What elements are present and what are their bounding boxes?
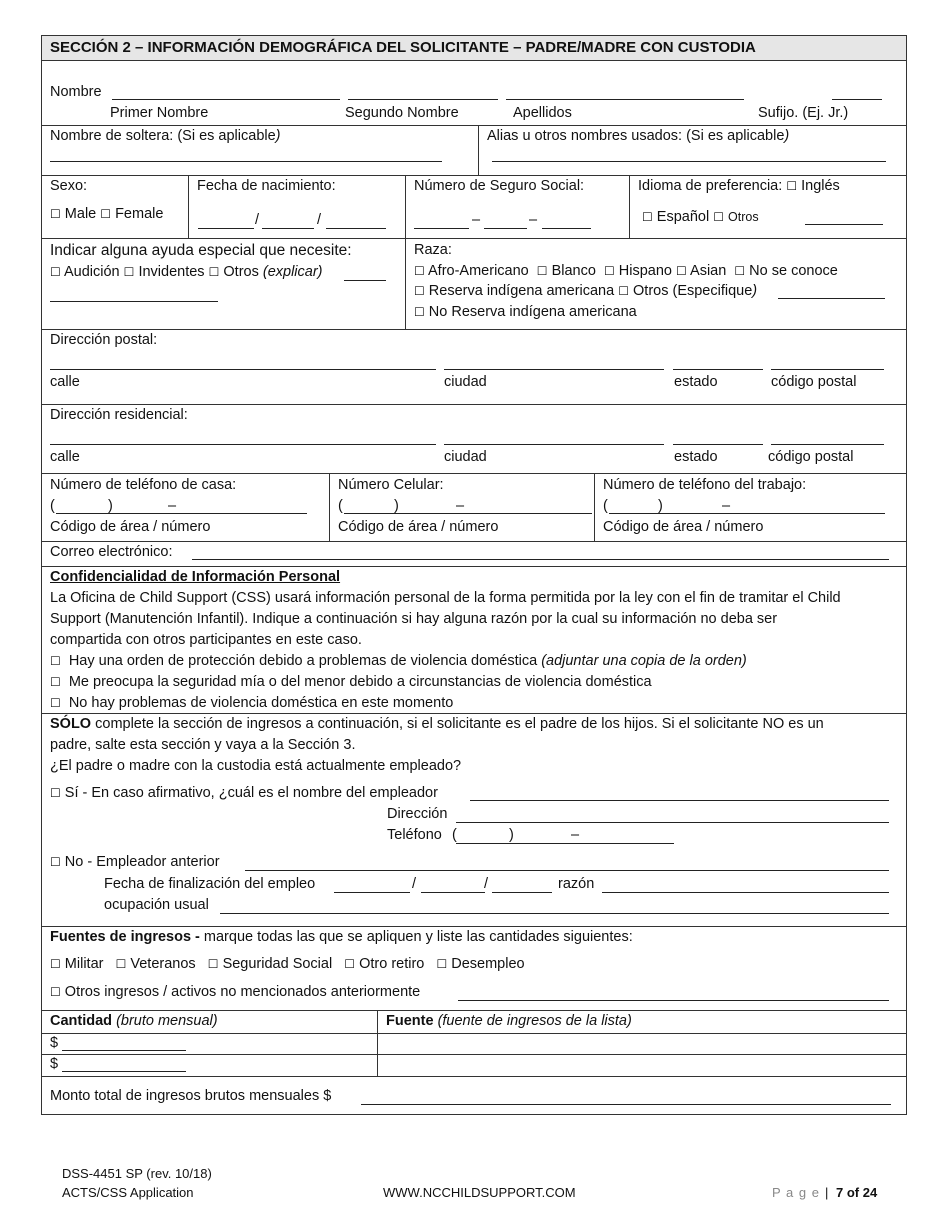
checkbox-icon[interactable]: ☐ bbox=[208, 265, 220, 279]
residential-city-caption: ciudad bbox=[444, 449, 487, 465]
end-date-month-field[interactable] bbox=[334, 892, 410, 893]
ssn-dash: – bbox=[472, 212, 481, 228]
checkbox-icon[interactable]: ☐ bbox=[115, 957, 127, 971]
cell-phone-area-close: ) bbox=[394, 498, 399, 514]
postal-address-label: Dirección postal: bbox=[50, 332, 158, 348]
employer-phone-area-close: ) bbox=[509, 827, 514, 843]
checkbox-icon[interactable]: ☐ bbox=[50, 207, 61, 221]
last-name-field[interactable] bbox=[506, 99, 744, 100]
checkbox-icon[interactable]: ☐ bbox=[50, 957, 61, 971]
postal-street-caption: calle bbox=[50, 374, 80, 390]
checkbox-icon[interactable]: ☐ bbox=[50, 675, 61, 689]
residential-street-field[interactable] bbox=[50, 444, 436, 445]
checkbox-icon[interactable]: ☐ bbox=[536, 264, 548, 278]
dob-slash: / bbox=[317, 212, 322, 228]
residential-state-caption: estado bbox=[674, 449, 718, 465]
form-id: DSS-4451 SP (rev. 10/18) bbox=[62, 1166, 212, 1181]
sex-options: ☐ Male ☐ Female bbox=[50, 206, 164, 222]
first-name-field[interactable] bbox=[112, 99, 340, 100]
checkbox-icon[interactable]: ☐ bbox=[344, 957, 356, 971]
page-separator: | bbox=[825, 1185, 829, 1200]
maiden-name-field[interactable] bbox=[50, 161, 442, 162]
end-date-slash: / bbox=[484, 876, 489, 892]
race-label: Raza: bbox=[414, 242, 452, 258]
postal-city-field[interactable] bbox=[444, 369, 664, 370]
checkbox-icon[interactable]: ☐ bbox=[123, 265, 135, 279]
employer-phone-dash: – bbox=[571, 827, 580, 843]
employer-phone-label: Teléfono bbox=[387, 827, 442, 843]
checkbox-icon[interactable]: ☐ bbox=[50, 985, 61, 999]
maiden-name-label: Nombre de soltera: (Si es aplicable) bbox=[50, 128, 281, 144]
assistance-options: ☐ Audición ☐ Invidentes ☐ Otros (explicar) bbox=[50, 264, 323, 280]
cell-phone-label: Número Celular: bbox=[338, 477, 444, 493]
other-income-option: ☐ Otros ingresos / activos no mencionados anteriormente bbox=[50, 984, 421, 1000]
home-phone-caption: Código de área / número bbox=[50, 519, 211, 535]
checkbox-icon[interactable]: ☐ bbox=[100, 207, 112, 221]
income-row-1-amount-field[interactable] bbox=[62, 1050, 186, 1051]
income-row-2-currency: $ bbox=[50, 1056, 59, 1072]
checkbox-icon[interactable]: ☐ bbox=[436, 957, 448, 971]
cell-phone-field[interactable] bbox=[344, 513, 592, 514]
confidentiality-title: Confidencialidad de Información Personal bbox=[50, 569, 341, 585]
ssn-dash: – bbox=[529, 212, 538, 228]
usual-occupation-field[interactable] bbox=[220, 913, 889, 914]
work-phone-dash: – bbox=[722, 498, 731, 514]
employer-name-field[interactable] bbox=[470, 800, 889, 801]
end-date-year-field[interactable] bbox=[492, 892, 552, 893]
income-source-options: ☐ Militar ☐ Veteranos ☐ Seguridad Social ☐ Otro retiro ☐ Desempleo bbox=[50, 956, 525, 972]
assistance-label: Indicar alguna ayuda especial que necesite: bbox=[50, 242, 352, 259]
last-name-caption: Apellidos bbox=[513, 105, 572, 121]
checkbox-icon[interactable]: ☐ bbox=[50, 786, 61, 800]
checkbox-icon[interactable]: ☐ bbox=[414, 264, 425, 278]
residential-street-caption: calle bbox=[50, 449, 80, 465]
name-label: Nombre bbox=[50, 84, 102, 100]
work-phone-area-close: ) bbox=[658, 498, 663, 514]
dob-day-field[interactable] bbox=[262, 228, 314, 229]
reason-label: razón bbox=[558, 876, 595, 892]
race-options-3: ☐ No Reserva indígena americana bbox=[414, 304, 637, 320]
middle-name-field[interactable] bbox=[348, 99, 498, 100]
email-field[interactable] bbox=[192, 559, 889, 560]
email-label: Correo electrónico: bbox=[50, 544, 173, 560]
other-income-field[interactable] bbox=[458, 1000, 889, 1001]
employment-intro-1: SÓLO complete la sección de ingresos a continuación, si el solicitante es el padre de los hijos. Si el solicitante NO es un bbox=[50, 716, 824, 732]
home-phone-field[interactable] bbox=[56, 513, 307, 514]
end-date-day-field[interactable] bbox=[421, 892, 485, 893]
postal-state-caption: estado bbox=[674, 374, 718, 390]
work-phone-area-open: ( bbox=[603, 498, 608, 514]
language-options: ☐ Español ☐ Otros bbox=[642, 209, 759, 225]
race-options-2: ☐ Reserva indígena americana ☐ Otros (Especifique) bbox=[414, 283, 758, 299]
employer-address-field[interactable] bbox=[456, 822, 889, 823]
confidentiality-line-3: compartida con otros participantes en este caso. bbox=[50, 632, 362, 648]
confidentiality-option-2: ☐ Me preocupa la seguridad mía o del menor debido a circunstancias de violencia doméstica bbox=[50, 674, 652, 690]
checkbox-icon[interactable]: ☐ bbox=[786, 179, 798, 193]
dob-month-field[interactable] bbox=[198, 228, 254, 229]
form-name: ACTS/CSS Application bbox=[62, 1185, 194, 1200]
checkbox-icon[interactable]: ☐ bbox=[207, 957, 219, 971]
dob-year-field[interactable] bbox=[326, 228, 386, 229]
reason-field[interactable] bbox=[602, 892, 889, 893]
alias-label: Alias u otros nombres usados: (Si es aplicable) bbox=[487, 128, 790, 144]
checkbox-icon[interactable]: ☐ bbox=[713, 210, 724, 224]
home-phone-dash: – bbox=[168, 498, 177, 514]
confidentiality-option-1: ☐ Hay una orden de protección debido a problemas de violencia doméstica (adjuntar una copia de la orden) bbox=[50, 653, 747, 669]
residential-address-label: Dirección residencial: bbox=[50, 407, 188, 423]
work-phone-field[interactable] bbox=[609, 513, 885, 514]
work-phone-label: Número de teléfono del trabajo: bbox=[603, 477, 807, 493]
ssn-part3-field[interactable] bbox=[542, 228, 591, 229]
dob-slash: / bbox=[255, 212, 260, 228]
confidentiality-option-3: ☐ No hay problemas de violencia doméstica en este momento bbox=[50, 695, 454, 711]
checkbox-icon[interactable]: ☐ bbox=[414, 305, 425, 319]
race-other-field[interactable] bbox=[778, 298, 885, 299]
section-header bbox=[42, 36, 906, 61]
checkbox-icon[interactable]: ☐ bbox=[50, 696, 61, 710]
checkbox-icon[interactable]: ☐ bbox=[50, 265, 61, 279]
confidentiality-line-2: Support (Manutención Infantil). Indique a continuación si hay alguna razón por la cual su información no deba ser bbox=[50, 611, 778, 627]
middle-name-caption: Segundo Nombre bbox=[345, 105, 459, 121]
race-options-1: ☐ Afro-Americano ☐ Blanco ☐ Hispano ☐ Asian ☐ No se conoce bbox=[414, 263, 838, 279]
employment-intro-2: padre, salte esta sección y vaya a la Sección 3. bbox=[50, 737, 356, 753]
section-title: SECCIÓN 2 – INFORMACIÓN DEMOGRÁFICA DEL SOLICITANTE – PADRE/MADRE CON CUSTODIA bbox=[50, 39, 756, 56]
residential-zip-caption: código postal bbox=[768, 449, 854, 465]
amount-column-header: Cantidad (bruto mensual) bbox=[50, 1013, 218, 1029]
dob-label: Fecha de nacimiento: bbox=[197, 178, 336, 194]
employer-phone-field[interactable] bbox=[456, 843, 674, 844]
checkbox-icon[interactable]: ☐ bbox=[734, 264, 746, 278]
confidentiality-line-1: La Oficina de Child Support (CSS) usará información personal de la forma permitida por la ley con el fin de tramitar el Child bbox=[50, 590, 841, 606]
income-row-1-currency: $ bbox=[50, 1035, 59, 1051]
postal-state-field[interactable] bbox=[673, 369, 763, 370]
residential-zip-field[interactable] bbox=[771, 444, 884, 445]
postal-city-caption: ciudad bbox=[444, 374, 487, 390]
checkbox-icon[interactable]: ☐ bbox=[642, 210, 653, 224]
employment-end-date-label: Fecha de finalización del empleo bbox=[104, 876, 316, 892]
checkbox-icon[interactable]: ☐ bbox=[618, 284, 629, 298]
employer-phone-area-open: ( bbox=[452, 827, 457, 843]
total-income-label: Monto total de ingresos brutos mensuales $ bbox=[50, 1088, 332, 1104]
suffix-field[interactable] bbox=[832, 99, 882, 100]
cell-phone-dash: – bbox=[456, 498, 465, 514]
employer-address-label: Dirección bbox=[387, 806, 448, 822]
residential-state-field[interactable] bbox=[673, 444, 763, 445]
sex-label: Sexo: bbox=[50, 178, 88, 194]
end-date-slash: / bbox=[412, 876, 417, 892]
home-phone-area-open: ( bbox=[50, 498, 55, 514]
ssn-part2-field[interactable] bbox=[484, 228, 527, 229]
cell-phone-caption: Código de área / número bbox=[338, 519, 499, 535]
section-2-form bbox=[41, 35, 907, 1115]
checkbox-icon[interactable]: ☐ bbox=[50, 654, 61, 668]
checkbox-icon[interactable]: ☐ bbox=[414, 284, 425, 298]
postal-street-field[interactable] bbox=[50, 369, 436, 370]
website: WWW.NCCHILDSUPPORT.COM bbox=[383, 1185, 576, 1200]
source-column-header: Fuente (fuente de ingresos de la lista) bbox=[386, 1013, 632, 1029]
income-row-2-amount-field[interactable] bbox=[62, 1071, 186, 1072]
residential-city-field[interactable] bbox=[444, 444, 664, 445]
assistance-explain-field[interactable] bbox=[344, 280, 386, 281]
income-sources-heading: Fuentes de ingresos - marque todas las que se apliquen y liste las cantidades siguientes: bbox=[50, 929, 633, 945]
ssn-label: Número de Seguro Social: bbox=[414, 178, 585, 194]
home-phone-label: Número de teléfono de casa: bbox=[50, 477, 237, 493]
employment-question: ¿El padre o madre con la custodia está actualmente empleado? bbox=[50, 758, 462, 774]
checkbox-icon[interactable]: ☐ bbox=[50, 855, 61, 869]
checkbox-icon[interactable]: ☐ bbox=[604, 264, 615, 278]
postal-zip-field[interactable] bbox=[771, 369, 884, 370]
ssn-part1-field[interactable] bbox=[414, 228, 469, 229]
cell-phone-area-open: ( bbox=[338, 498, 343, 514]
work-phone-caption: Código de área / número bbox=[603, 519, 764, 535]
page-number: 7 of 24 bbox=[836, 1185, 878, 1200]
postal-zip-caption: código postal bbox=[771, 374, 857, 390]
language-other-field[interactable] bbox=[805, 224, 883, 225]
language-label: Idioma de preferencia: ☐ Inglés bbox=[638, 178, 840, 194]
suffix-caption: Sufijo. (Ej. Jr.) bbox=[758, 105, 849, 121]
assistance-explain-field-2[interactable] bbox=[50, 301, 218, 302]
usual-occupation-label: ocupación usual bbox=[104, 897, 209, 913]
previous-employer-field[interactable] bbox=[245, 870, 889, 871]
page-word: P a g e bbox=[772, 1185, 820, 1200]
employed-yes-option: ☐ Sí - En caso afirmativo, ¿cuál es el nombre del empleador bbox=[50, 785, 438, 801]
total-income-field[interactable] bbox=[361, 1104, 891, 1105]
checkbox-icon[interactable]: ☐ bbox=[676, 264, 687, 278]
home-phone-area-close: ) bbox=[108, 498, 113, 514]
alias-field[interactable] bbox=[492, 161, 886, 162]
first-name-caption: Primer Nombre bbox=[110, 105, 209, 121]
employed-no-option: ☐ No - Empleador anterior bbox=[50, 854, 220, 870]
